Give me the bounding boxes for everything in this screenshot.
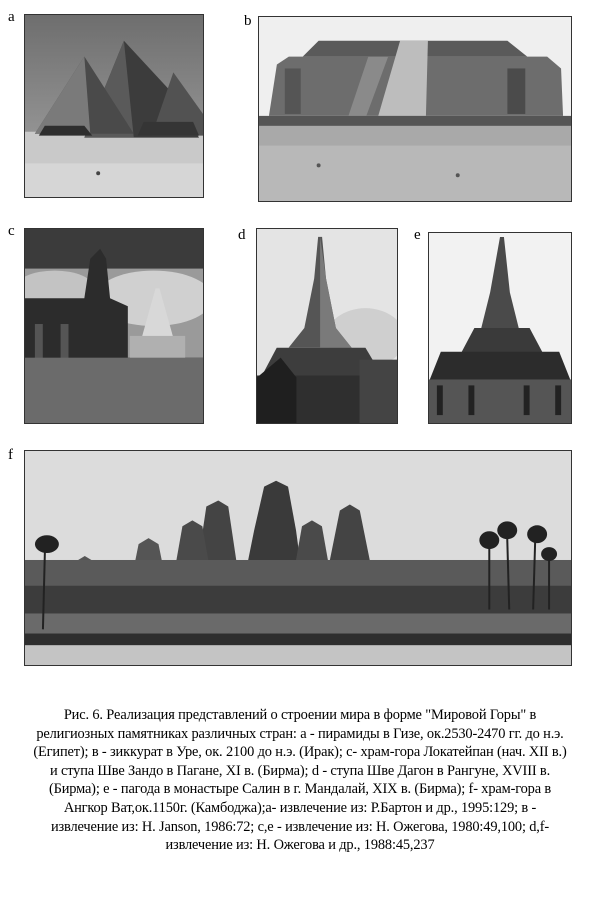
caption-line: религиозных памятниках различных стран: а - пирамиды в Гизе, ок.2530-2470 гг. до н.э.: [36, 725, 564, 742]
figure-caption: [8, 706, 592, 855]
panel-label-c: c: [8, 223, 15, 239]
photo-ziggurat-ur: [258, 16, 572, 202]
caption-line: (Бирма); е - пагода в монастыре Салин в г. Мандалай, XIX в. (Бирма); f- храм-гора в: [48, 781, 552, 798]
panel-label-f: f: [8, 447, 13, 463]
caption-line: Рис. 6. Реализация представлений о строении мира в форме "Мировой Горы" в: [63, 707, 537, 723]
photo-angkor-wat: [24, 450, 572, 666]
panel-label-b: b: [244, 13, 252, 29]
caption-line: (Египет); в - зиккурат в Уре, ок. 2100 до н.э. (Ирак); с- храм-гора Локатейпан (нач. XII в.): [33, 744, 567, 761]
panel-label-a: a: [8, 9, 15, 25]
panel-label-e: e: [414, 227, 421, 243]
caption-line: извлечение из: Н. Ожегова и др., 1988:45,237: [165, 837, 435, 854]
photo-temple-pagan: [24, 228, 204, 424]
photo-salin-pagoda: [428, 232, 572, 424]
photo-shwedagon-stupa: [256, 228, 398, 424]
caption-line: Ангкор Ват,ок.1150г. (Камбоджа);а- извлечение из: Р.Бартон и др., 1995:129; в -: [63, 799, 537, 816]
caption-line: извлечение из: H. Janson, 1986:72; с,е - извлечение из: Н. Ожегова, 1980:49,100; d,f-: [50, 818, 550, 835]
panel-label-d: d: [238, 227, 246, 243]
photo-pyramids-giza: [24, 14, 204, 198]
caption-line: и ступа Шве Зандо в Пагане, XI в. (Бирма); d - ступа Шве Дагон в Рангуне, XVIII в.: [49, 762, 551, 779]
